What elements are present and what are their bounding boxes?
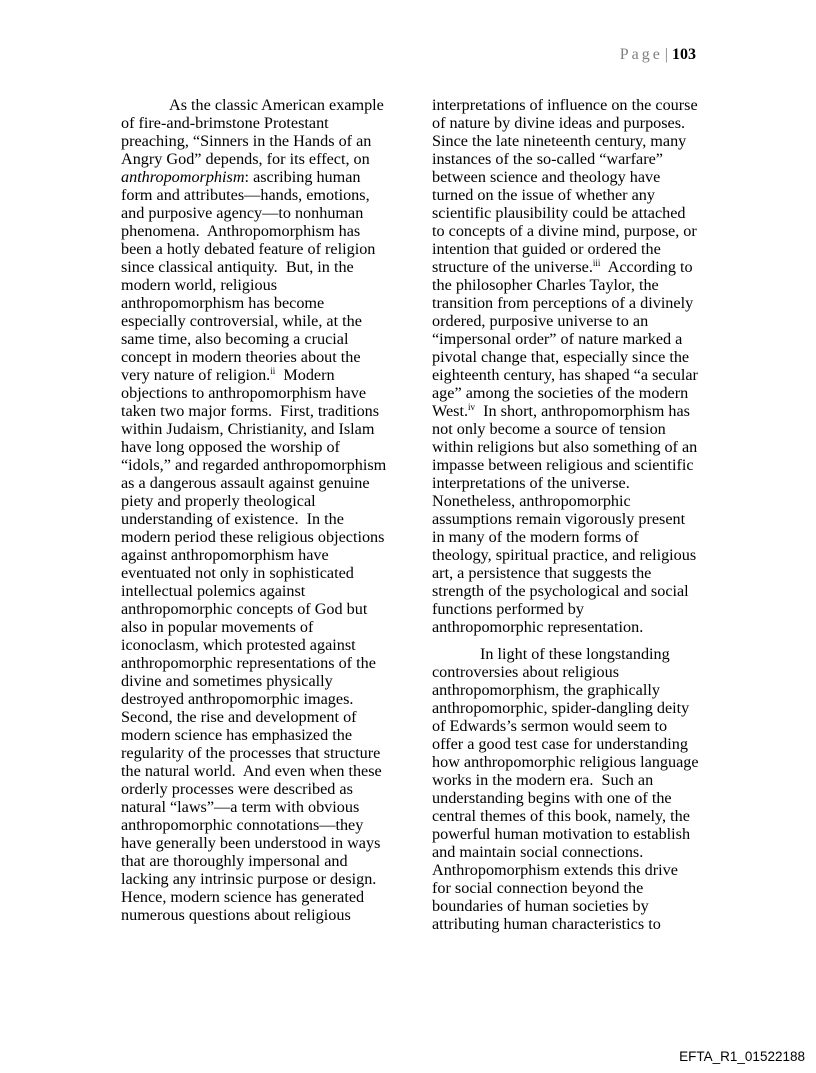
text-segment: assumptions remain vigorously present (432, 510, 686, 528)
text-line (432, 438, 722, 456)
text-segment: and maintain social connections. (432, 843, 644, 861)
text-segment: piety and properly theological (121, 492, 316, 510)
text-line (121, 816, 411, 834)
text-segment: especially controversial, while, at the (121, 312, 362, 330)
text-line (432, 294, 722, 312)
text-line (121, 348, 411, 366)
text-segment: controversies about religious (432, 663, 620, 681)
text-segment: anthropomorphic connotations—they (121, 816, 364, 834)
text-line (121, 222, 411, 240)
text-line (432, 825, 722, 843)
text-segment: not only become a source of tension (432, 420, 666, 438)
text-segment: art, a persistence that suggests the (432, 564, 652, 582)
text-segment: taken two major forms. First, traditions (121, 402, 380, 420)
text-segment: have long opposed the worship of (121, 438, 340, 456)
text-line (432, 699, 722, 717)
text-segment: eighteenth century, has shaped “a secular (432, 366, 698, 384)
text-segment: have generally been understood in ways (121, 834, 381, 852)
left-text-column (121, 96, 411, 924)
text-segment: also in popular movements of (121, 618, 314, 636)
text-line (121, 132, 411, 150)
text-line (121, 420, 411, 438)
text-segment: Anthropomorphism extends this drive (432, 861, 678, 879)
text-line (432, 384, 722, 402)
text-line (121, 780, 411, 798)
text-line (432, 582, 722, 600)
text-segment: modern science has emphasized the (121, 726, 353, 744)
text-line (121, 240, 411, 258)
text-line (432, 330, 722, 348)
text-line (432, 150, 722, 168)
text-line (432, 456, 722, 474)
text-segment: In light of these longstanding (480, 645, 670, 663)
text-line (432, 258, 722, 276)
text-line (121, 798, 411, 816)
text-segment: instances of the so-called “warfare” (432, 150, 663, 168)
text-segment: interpretations of the universe. (432, 474, 630, 492)
text-segment: divine and sometimes physically (121, 672, 333, 690)
text-segment: scientific plausibility could be attached (432, 204, 686, 222)
text-segment: : ascribing human (244, 168, 361, 186)
text-line (121, 168, 411, 186)
text-line (432, 564, 722, 582)
text-segment: transition from perceptions of a divinely (432, 294, 694, 312)
endnote-marker: iv (468, 402, 476, 412)
text-line (432, 528, 722, 546)
text-segment: objections to anthropomorphism have (121, 384, 367, 402)
page-number: 103 (672, 46, 696, 63)
text-segment: boundaries of human societies by (432, 897, 649, 915)
text-line (121, 546, 411, 564)
right-text-column (432, 96, 722, 933)
text-segment: modern world, religious (121, 276, 278, 294)
text-segment: very nature of religion. (121, 366, 271, 384)
text-segment: destroyed anthropomorphic images. (121, 690, 354, 708)
text-line (432, 663, 722, 681)
text-segment: understanding begins with one of the (432, 789, 672, 807)
text-segment: of Edwards’s sermon would seem to (432, 717, 668, 735)
italic-term: anthropomorphism (121, 168, 245, 186)
text-line (121, 204, 411, 222)
text-line (121, 834, 411, 852)
text-segment: powerful human motivation to establish (432, 825, 691, 843)
text-segment: According to (600, 258, 693, 276)
text-segment: as a dangerous assault against genuine (121, 474, 370, 492)
text-segment: preaching, “Sinners in the Hands of an (121, 132, 372, 150)
text-line (121, 672, 411, 690)
text-segment: theology, spiritual practice, and religious (432, 546, 697, 564)
text-line (432, 897, 722, 915)
text-segment: for social connection beyond the (432, 879, 644, 897)
text-segment: phenomena. Anthropomorphism has (121, 222, 361, 240)
text-line (121, 402, 411, 420)
text-line (432, 879, 722, 897)
text-segment: the philosopher Charles Taylor, the (432, 276, 659, 294)
page-header (620, 46, 696, 64)
text-line (121, 474, 411, 492)
text-line (121, 276, 411, 294)
text-segment: eventuated not only in sophisticated (121, 564, 354, 582)
text-line (432, 96, 722, 114)
text-segment: Since the late nineteenth century, many (432, 132, 687, 150)
document-id: EFTA_R1_01522188 (679, 1049, 805, 1064)
text-segment: regularity of the processes that structure (121, 744, 381, 762)
text-segment: anthropomorphic, spider-dangling deity (432, 699, 690, 717)
text-line (121, 384, 411, 402)
text-line (121, 888, 411, 906)
text-segment: same time, also becoming a crucial (121, 330, 349, 348)
text-line (121, 294, 411, 312)
text-line (121, 726, 411, 744)
text-line (121, 312, 411, 330)
text-segment: turned on the issue of whether any (432, 186, 655, 204)
text-line (432, 771, 722, 789)
text-segment: anthropomorphism, the graphically (432, 681, 660, 699)
text-line (432, 276, 722, 294)
text-line (121, 654, 411, 672)
text-segment: since classical antiquity. But, in the (121, 258, 354, 276)
text-segment: ordered, purposive universe to an (432, 312, 649, 330)
text-line (432, 402, 722, 420)
text-line (121, 438, 411, 456)
text-line (121, 492, 411, 510)
text-line (121, 150, 411, 168)
text-line (121, 96, 411, 114)
text-line (432, 114, 722, 132)
text-segment: against anthropomorphism have (121, 546, 329, 564)
text-segment: how anthropomorphic religious language (432, 753, 699, 771)
text-line (432, 204, 722, 222)
text-segment: orderly processes were described as (121, 780, 353, 798)
text-line (432, 843, 722, 861)
page-separator: | (664, 46, 668, 63)
text-segment: Hence, modern science has generated (121, 888, 365, 906)
text-line (121, 636, 411, 654)
text-line (121, 582, 411, 600)
text-segment: concept in modern theories about the (121, 348, 361, 366)
text-segment: the natural world. And even when these (121, 762, 382, 780)
text-line (432, 474, 722, 492)
text-segment: numerous questions about religious (121, 906, 351, 924)
text-segment: In short, anthropomorphism has (475, 402, 690, 420)
text-segment: modern period these religious objections (121, 528, 385, 546)
text-segment: offer a good test case for understanding (432, 735, 688, 753)
text-segment: anthropomorphism has become (121, 294, 325, 312)
text-segment: anthropomorphic concepts of God but (121, 600, 368, 618)
text-line (432, 186, 722, 204)
text-line (121, 258, 411, 276)
text-segment: age” among the societies of the modern (432, 384, 689, 402)
text-line (432, 510, 722, 528)
text-line (121, 852, 411, 870)
text-segment: of fire-and-brimstone Protestant (121, 114, 329, 132)
endnote-marker: iii (592, 258, 601, 268)
text-line (121, 456, 411, 474)
text-segment: intellectual polemics against (121, 582, 306, 600)
text-line (432, 420, 722, 438)
text-line (432, 807, 722, 825)
text-line (121, 330, 411, 348)
text-line (121, 186, 411, 204)
text-line (121, 690, 411, 708)
text-line (121, 114, 411, 132)
text-line (432, 717, 722, 735)
text-line (121, 528, 411, 546)
text-segment: impasse between religious and scientific (432, 456, 694, 474)
text-line (121, 600, 411, 618)
text-segment: intention that guided or ordered the (432, 240, 661, 258)
page-label: Page (619, 46, 663, 63)
text-line (432, 366, 722, 384)
text-segment: central themes of this book, namely, the (432, 807, 690, 825)
text-segment: anthropomorphic representation. (432, 618, 644, 636)
text-line (121, 366, 411, 384)
text-segment: As the classic American example (169, 96, 384, 114)
text-segment: lacking any intrinsic purpose or design. (121, 870, 377, 888)
text-segment: strength of the psychological and social (432, 582, 689, 600)
text-segment: Second, the rise and development of (121, 708, 357, 726)
text-segment: Modern (275, 366, 335, 384)
text-line (432, 492, 722, 510)
text-line (121, 510, 411, 528)
text-line (432, 915, 722, 933)
text-segment: interpretations of influence on the course (432, 96, 698, 114)
text-line (121, 870, 411, 888)
text-segment: within Judaism, Christianity, and Islam (121, 420, 375, 438)
text-segment: works in the modern era. Such an (432, 771, 654, 789)
text-segment: understanding of existence. In the (121, 510, 344, 528)
text-line (432, 735, 722, 753)
text-segment: attributing human characteristics to (432, 915, 661, 933)
text-line (432, 312, 722, 330)
text-line (432, 168, 722, 186)
text-segment: Angry God” depends, for its effect, on (121, 150, 370, 168)
text-segment: form and attributes—hands, emotions, (121, 186, 370, 204)
text-segment: pivotal change that, especially since the (432, 348, 690, 366)
text-segment: “idols,” and regarded anthropomorphism (121, 456, 387, 474)
text-segment: been a hotly debated feature of religion (121, 240, 376, 258)
text-line (121, 564, 411, 582)
text-segment: that are thoroughly impersonal and (121, 852, 348, 870)
text-line (432, 861, 722, 879)
text-line (432, 645, 722, 663)
text-segment: of nature by divine ideas and purposes. (432, 114, 686, 132)
text-line (432, 789, 722, 807)
text-line (432, 618, 722, 636)
text-line (121, 708, 411, 726)
text-segment: within religions but also something of an (432, 438, 698, 456)
text-line (432, 681, 722, 699)
text-line (432, 546, 722, 564)
text-line (432, 240, 722, 258)
text-segment: natural “laws”—a term with obvious (121, 798, 360, 816)
text-segment: functions performed by (432, 600, 584, 618)
text-segment: in many of the modern forms of (432, 528, 639, 546)
text-line (121, 762, 411, 780)
text-segment: iconoclasm, which protested against (121, 636, 356, 654)
text-segment: structure of the universe. (432, 258, 593, 276)
text-line (121, 618, 411, 636)
text-segment: “impersonal order” of nature marked a (432, 330, 683, 348)
text-segment: between science and theology have (432, 168, 661, 186)
text-segment: to concepts of a divine mind, purpose, or (432, 222, 697, 240)
text-segment: Nonetheless, anthropomorphic (432, 492, 631, 510)
text-line (121, 906, 411, 924)
text-segment: and purposive agency—to nonhuman (121, 204, 364, 222)
text-line (121, 744, 411, 762)
text-line (432, 753, 722, 771)
endnote-marker: ii (270, 366, 276, 376)
text-line (432, 348, 722, 366)
text-segment: West. (432, 402, 469, 420)
text-line (432, 132, 722, 150)
text-segment: anthropomorphic representations of the (121, 654, 376, 672)
text-line (432, 600, 722, 618)
text-line (432, 222, 722, 240)
